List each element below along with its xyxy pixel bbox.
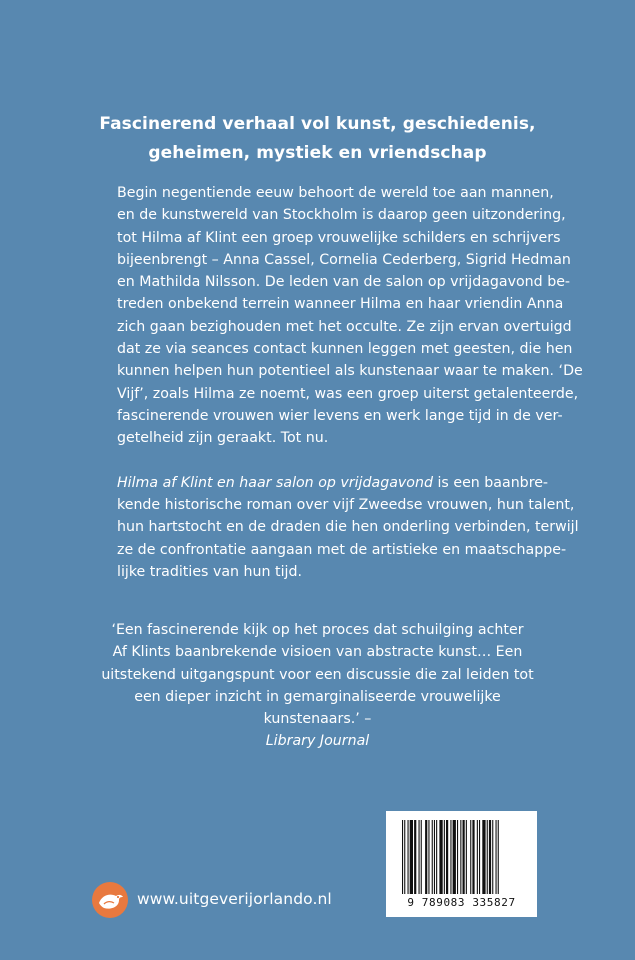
tagline (0, 110, 635, 168)
blurb-line: tot Hilma af Klint een groep vrouwelijke schilders en schrijvers (117, 229, 561, 246)
isbn-number: 9 789083 335827 (407, 896, 516, 909)
publisher-website[interactable]: www.uitgeverijorlando.nl (137, 890, 332, 908)
quote-line: uitstekend uitgangspunt voor een discussie die zal leiden tot (101, 666, 534, 683)
blurb-line: dat ze via seances contact kunnen leggen met geesten, die hen (117, 341, 573, 358)
barcode-bar (436, 820, 437, 894)
quote-source: Library Journal (265, 733, 370, 750)
review-quote (0, 619, 635, 753)
barcode-bar (470, 820, 471, 894)
barcode-bar (434, 820, 435, 894)
barcode-bar (444, 820, 445, 894)
blurb-line: kende historische roman over vijf Zweedse vrouwen, hun talent, (117, 497, 575, 514)
barcode-bar (432, 820, 433, 894)
blurb-line: Begin negentiende eeuw behoort de wereld toe aan mannen, (117, 185, 554, 201)
barcode-bar (414, 820, 416, 894)
blurb-text: is een baanbre- (432, 474, 549, 491)
blurb-line: kunnen helpen hun potentieel als kunstenaar waar te maken. ‘De (117, 363, 583, 380)
barcode-bar (466, 820, 467, 894)
barcode-bar (428, 820, 429, 894)
barcode-bar (492, 820, 493, 894)
barcode-bar (487, 820, 488, 894)
blurb-line: en de kunstwereld van Stockholm is daarop geen uitzondering, (117, 207, 566, 224)
barcode-bar (439, 820, 442, 894)
barcode-bars (400, 820, 523, 894)
blurb-line: fascinerende vrouwen wier levens en werk lange tijd in de ver- (117, 407, 563, 424)
barcode-bar (446, 820, 448, 894)
blurb-line: bijeenbrengt – Anna Cassel, Cornelia Cederberg, Sigrid Hedman (117, 251, 571, 268)
blurb-paragraph-1 (117, 182, 583, 450)
book-title: Hilma af Klint en haar salon op vrijdagavond (117, 474, 433, 491)
barcode-bar (477, 820, 478, 894)
isbn-barcode (386, 811, 537, 917)
barcode-bar (457, 820, 458, 894)
barcode-bar (482, 820, 485, 894)
tagline-line-2: geheimen, mystiek en vriendschap (148, 143, 487, 163)
barcode-bar (408, 820, 409, 894)
barcode-bar (463, 820, 465, 894)
barcode-bar (404, 820, 405, 894)
blurb-line: Vijf’, zoals Hilma ze noemt, was een groep uiterst getalenteerde, (117, 385, 579, 402)
blurb-line (117, 472, 549, 494)
blurb-line: lijke tradities van hun tijd. (117, 564, 302, 581)
quote-line: een dieper inzicht in gemarginaliseerde vrouwelijke (134, 688, 501, 705)
barcode-bar (425, 820, 427, 894)
barcode-bar (479, 820, 480, 894)
blurb-line: treden onbekend terrein wanneer Hilma en haar vriendin Anna (117, 296, 564, 313)
blurb-line: hun hartstocht en de draden die hen onderling verbinden, terwijl (117, 519, 579, 536)
barcode-bar (419, 820, 420, 894)
barcode-bar (460, 820, 461, 894)
quote-text: kunstenaars.’ – (263, 711, 372, 728)
book-blurb (117, 182, 583, 583)
barcode-bar (450, 820, 451, 894)
blurb-paragraph-2 (117, 472, 579, 583)
barcode-bar (410, 820, 413, 894)
bird-logo-icon (92, 882, 128, 918)
blurb-line: en Mathilda Nilsson. De leden van de salon op vrijdagavond be- (117, 274, 571, 291)
tagline-line-1: Fascinerend verhaal vol kunst, geschiedenis, (99, 114, 536, 134)
barcode-bar (472, 820, 474, 894)
blurb-line: getelheid zijn geraakt. Tot nu. (117, 430, 329, 447)
blurb-line: ze de confrontatie aangaan met de artistieke en maatschappe- (117, 541, 567, 558)
barcode-bar (402, 820, 403, 894)
barcode-bar (421, 820, 422, 894)
quote-line: ‘Een fascinerende kijk op het proces dat schuilging achter (111, 622, 524, 638)
quote-line (0, 708, 635, 753)
blurb-line: zich gaan bezighouden met het occulte. Ze zijn ervan overtuigd (117, 318, 572, 335)
barcode-bar (453, 820, 456, 894)
barcode-bar (489, 820, 491, 894)
quote-line: Af Klints baanbrekende visioen van abstracte kunst… Een (112, 644, 523, 661)
barcode-bar (498, 820, 499, 894)
barcode-bar (496, 820, 497, 894)
